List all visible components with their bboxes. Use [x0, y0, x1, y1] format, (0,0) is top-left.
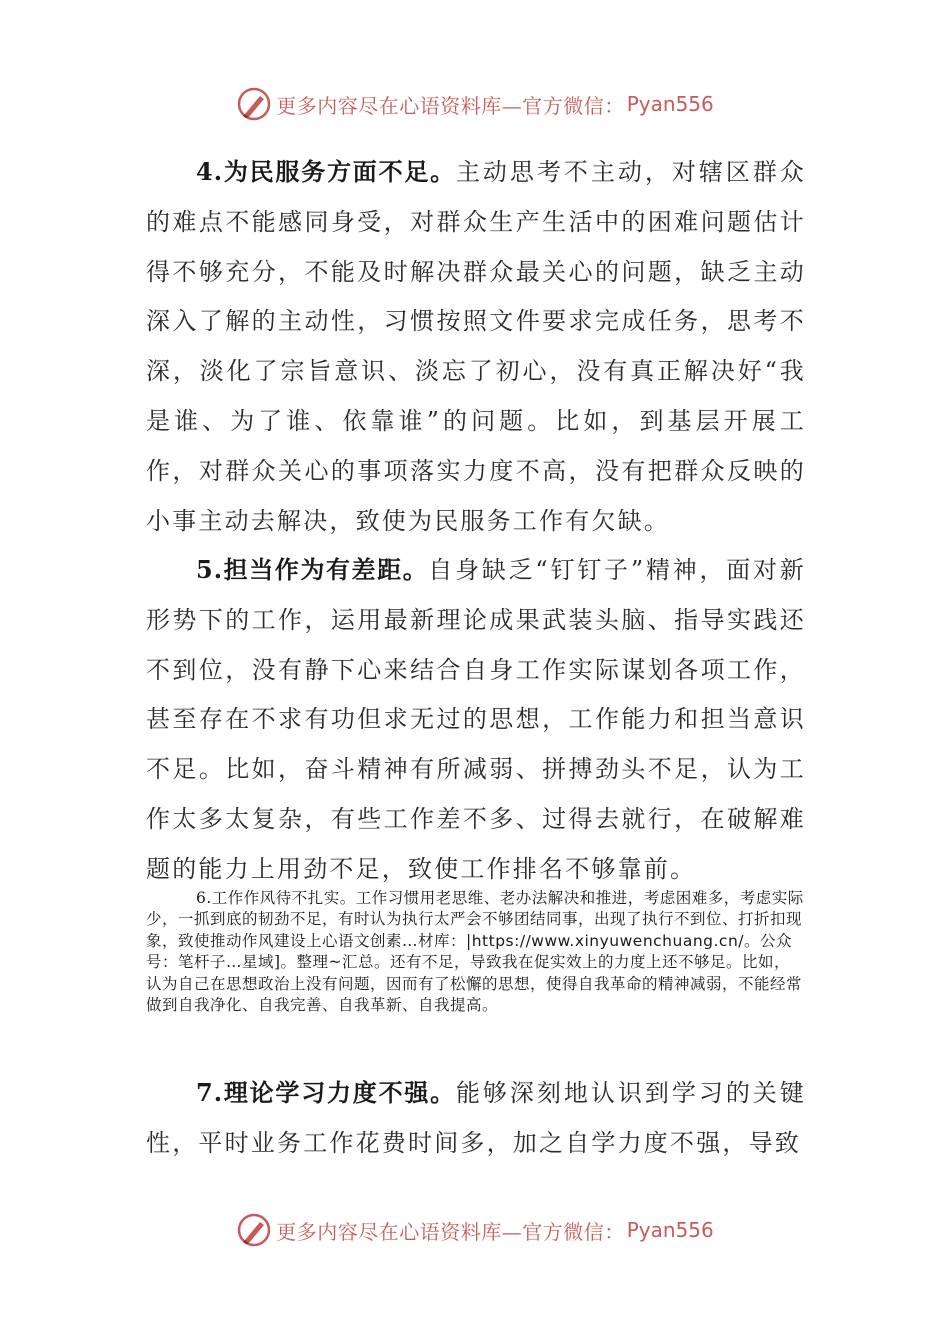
paragraph-5	[146, 545, 806, 895]
banner-text: 更多内容尽在心语资料库—官方微信：	[276, 93, 625, 118]
paragraph-6-text-a: 6.工作作风待不扎实。工作习惯用老思维、老办法解决和推进，考虑困难多，考虑实际少，一抓到底的韧劲不足，有时认为执行太严会不够团结同事，出现了执行不到位、打折扣现象，致使推动作风建设上心语文创素…材库：|	[146, 889, 804, 950]
paragraph-5-body: 自身缺乏“钉钉子”精神，面对新形势下的工作，运用最新理论成果武装头脑、指导实践还不到位，没有静下心来结合自身工作实际谋划各项工作，甚至存在不求有功但求无过的思想，工作能力和担当意识不足。比如，奋斗精神有所减弱、拼搏劲头不足，认为工作太多太复杂，有些工作差不多、过得去就行，在破解难题的能力上用劲不足，致使工作排名不够靠前。	[146, 556, 806, 883]
banner-text: 更多内容尽在心语资料库—官方微信：	[276, 1219, 625, 1244]
paragraph-4-heading: 4.为民服务方面不足。	[196, 157, 456, 186]
header-watermark-banner	[0, 84, 950, 124]
paragraph-7	[146, 1068, 806, 1169]
paragraph-5-heading: 5.担当作为有差距。	[196, 555, 429, 584]
paragraph-4	[146, 147, 806, 546]
paragraph-6-url: https://www.xinyuwenchuang.cn/	[471, 931, 744, 950]
pen-logo-icon	[236, 1212, 272, 1248]
wechat-id: Pyan556	[626, 1218, 714, 1242]
paragraph-7-body: 能够深刻地认识到学习的关键性，平时业务工作花费时间多，加之自学力度不强，导致	[146, 1079, 806, 1157]
paragraph-4-body: 主动思考不主动，对辖区群众的难点不能感同身受，对群众生产生活中的困难问题估计得不够充分，不能及时解决群众最关心的问题，缺乏主动深入了解的主动性，习惯按照文件要求完成任务，思考不深，淡化了宗旨意识、淡忘了初心，没有真正解决好“我是谁、为了谁、依靠谁”的问题。比如，到基层开展工作，对群众关心的事项落实力度不高，没有把群众反映的小事主动去解决，致使为民服务工作有欠缺。	[146, 158, 806, 535]
wechat-id: Pyan556	[626, 92, 714, 116]
paragraph-7-heading: 7.理论学习力度不强。	[196, 1078, 456, 1107]
paragraph-6-text-b: 。公众号：笔杆子…星域]。整理~汇总。还有不足，导致我在促实效上的力度上还不够足。比如，认为自己在思想政治上没有问题，因而有了松懈的思想，使得自我革命的精神减弱，不能经常做到自我净化、自我完善、自我革新、自我提高。	[146, 931, 803, 1015]
paragraph-6	[146, 888, 806, 1016]
footer-watermark-banner	[0, 1210, 950, 1250]
pen-logo-icon	[236, 86, 272, 122]
